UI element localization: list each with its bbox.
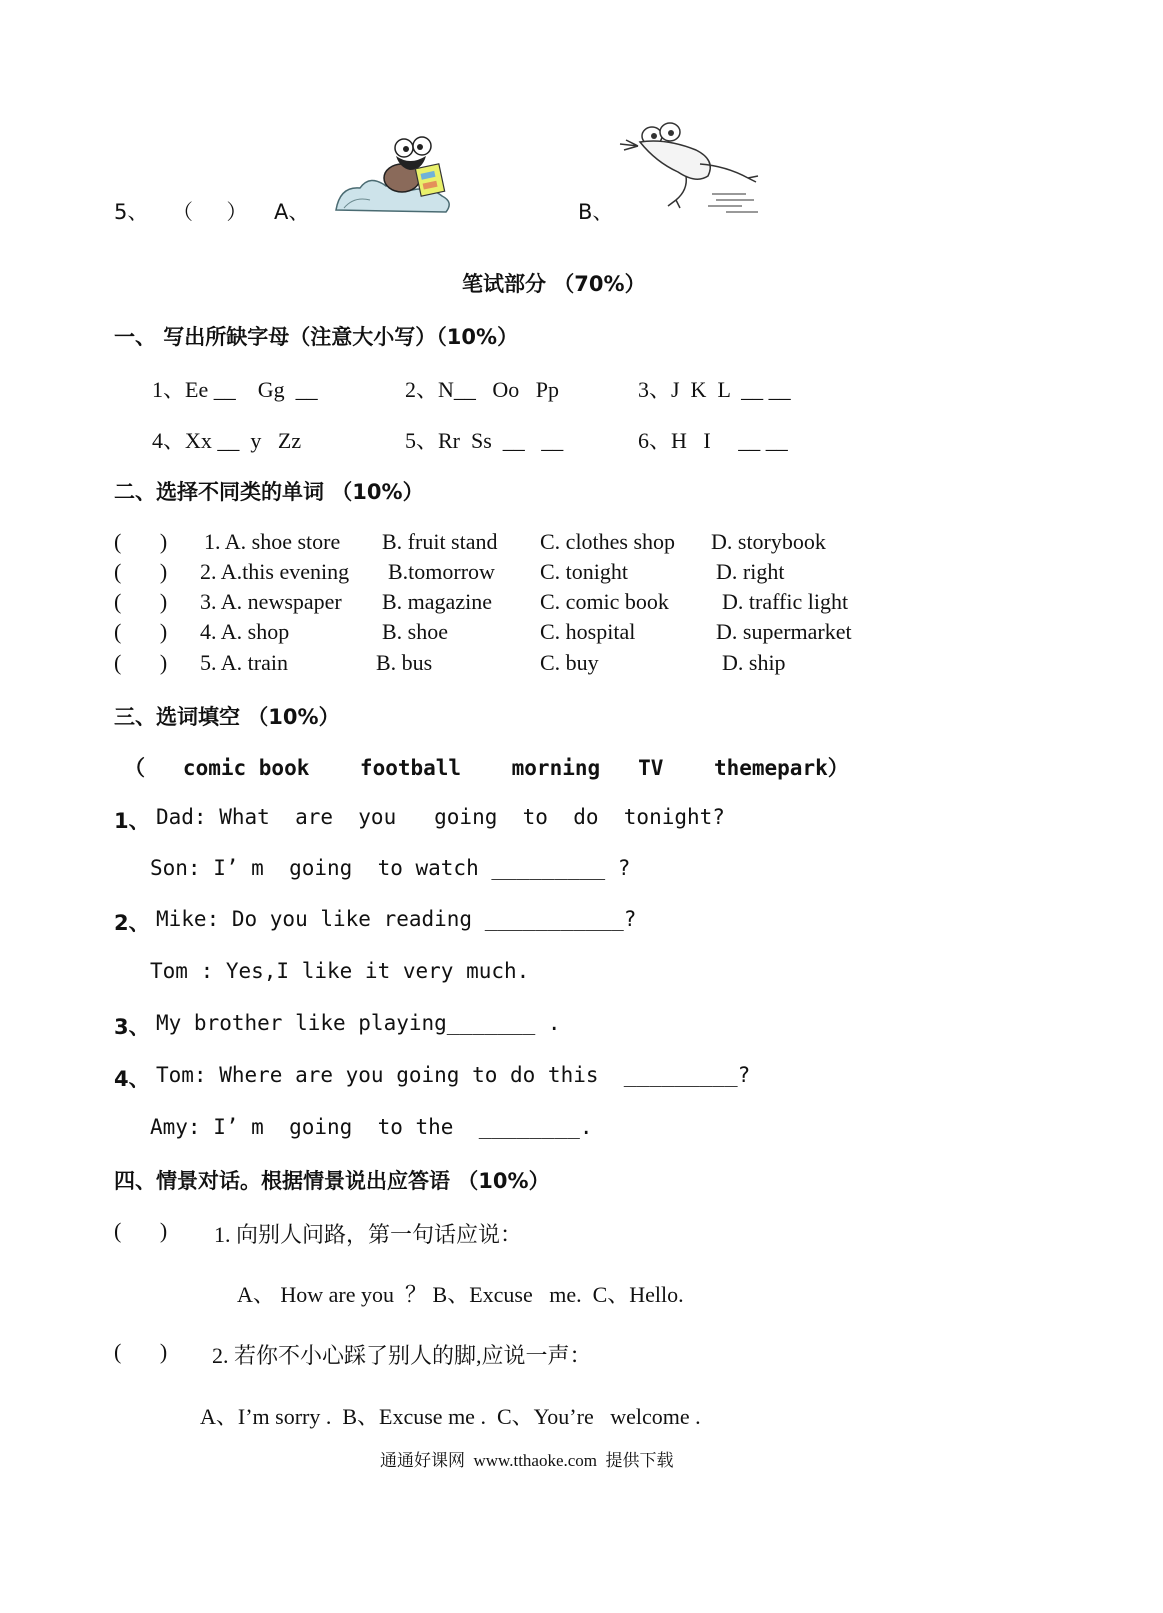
missing-letters-item: 3、J K L __ __ bbox=[638, 377, 791, 402]
written-section-title: 笔试部分 （70%） bbox=[462, 272, 646, 296]
question-number: 5、 bbox=[114, 200, 149, 224]
fill-blank-line: My brother like playing_______ . bbox=[156, 1011, 561, 1035]
fill-blank-number: 4、 bbox=[114, 1067, 150, 1091]
option-c: C. comic book bbox=[540, 589, 669, 614]
fill-blank-line: Dad: What are you going to do tonight? bbox=[156, 805, 725, 829]
option-d: D. right bbox=[716, 559, 785, 584]
option-a: 4. A. shop bbox=[200, 619, 290, 644]
option-b: B. bus bbox=[376, 650, 433, 675]
frog-jumping-icon bbox=[616, 120, 766, 218]
dialogue-options: A、 How are you ？ B、Excuse me. C、Hello. bbox=[237, 1282, 684, 1307]
option-a: 1. A. shoe store bbox=[204, 529, 341, 554]
frog-reading-comic-icon bbox=[330, 130, 455, 218]
option-b: B. magazine bbox=[382, 589, 492, 614]
answer-parenthesis: ( ) bbox=[114, 529, 168, 554]
section4-heading: 四、情景对话。根据情景说出应答语 （10%） bbox=[114, 1169, 550, 1193]
fill-blank-number: 2、 bbox=[114, 911, 150, 935]
missing-letters-item: 6、H I __ __ bbox=[638, 428, 788, 453]
option-d: D. supermarket bbox=[716, 619, 852, 644]
option-d: D. traffic light bbox=[722, 589, 849, 614]
word-bank: （ comic book football morning TV themepark） bbox=[124, 756, 849, 780]
option-a-label: A、 bbox=[274, 200, 310, 224]
option-a: 2. A.this evening bbox=[200, 559, 350, 584]
page-footer: 通通好课网 www.tthaoke.com 提供下载 bbox=[380, 1451, 674, 1470]
option-c: C. hospital bbox=[540, 619, 636, 644]
option-b: B. shoe bbox=[382, 619, 448, 644]
fill-blank-line: Amy: I’ m going to the ________. bbox=[150, 1115, 593, 1139]
option-c: C. buy bbox=[540, 650, 599, 675]
dialogue-options: A、I’m sorry . B、Excuse me . C、You’re welcome . bbox=[200, 1404, 701, 1429]
answer-parenthesis: ( ) bbox=[114, 619, 168, 644]
fill-blank-number: 1、 bbox=[114, 809, 150, 833]
fill-blank-line: Tom: Where are you going to do this _________? bbox=[156, 1063, 751, 1087]
option-d: D. storybook bbox=[711, 529, 826, 554]
dialogue-question: 2. 若你不小心踩了别人的脚,应说一声： bbox=[212, 1343, 592, 1368]
section2-heading: 二、选择不同类的单词 （10%） bbox=[114, 480, 424, 504]
fill-blank-number: 3、 bbox=[114, 1015, 150, 1039]
answer-parenthesis: ( ) bbox=[114, 1218, 168, 1243]
missing-letters-item: 2、N__ Oo Pp bbox=[405, 377, 560, 402]
option-c: C. tonight bbox=[540, 559, 629, 584]
answer-parenthesis: ( ) bbox=[114, 589, 168, 614]
answer-parenthesis: （ ） bbox=[172, 200, 248, 224]
missing-letters-item: 4、Xx __ y Zz bbox=[152, 428, 302, 453]
missing-letters-item: 5、Rr Ss __ __ bbox=[405, 428, 564, 453]
fill-blank-line: Tom : Yes,I like it very much. bbox=[150, 959, 530, 983]
option-b-label: B、 bbox=[578, 200, 614, 224]
missing-letters-item: 1、Ee __ Gg __ bbox=[152, 377, 318, 402]
option-b: B.tomorrow bbox=[388, 559, 495, 584]
option-c: C. clothes shop bbox=[540, 529, 676, 554]
fill-blank-line: Mike: Do you like reading ___________? bbox=[156, 907, 637, 931]
fill-blank-line: Son: I’ m going to watch _________ ? bbox=[150, 856, 631, 880]
dialogue-question: 1. 向别人问路，第一句话应说： bbox=[214, 1222, 523, 1247]
answer-parenthesis: ( ) bbox=[114, 650, 168, 675]
section3-heading: 三、选词填空 （10%） bbox=[114, 705, 340, 729]
option-d: D. ship bbox=[722, 650, 786, 675]
answer-parenthesis: ( ) bbox=[114, 559, 168, 584]
option-a: 5. A. train bbox=[200, 650, 288, 675]
answer-parenthesis: ( ) bbox=[114, 1339, 168, 1364]
option-a: 3. A. newspaper bbox=[200, 589, 342, 614]
section1-heading: 一、 写出所缺字母（注意大小写）（10%） bbox=[114, 325, 519, 349]
option-b: B. fruit stand bbox=[382, 529, 498, 554]
